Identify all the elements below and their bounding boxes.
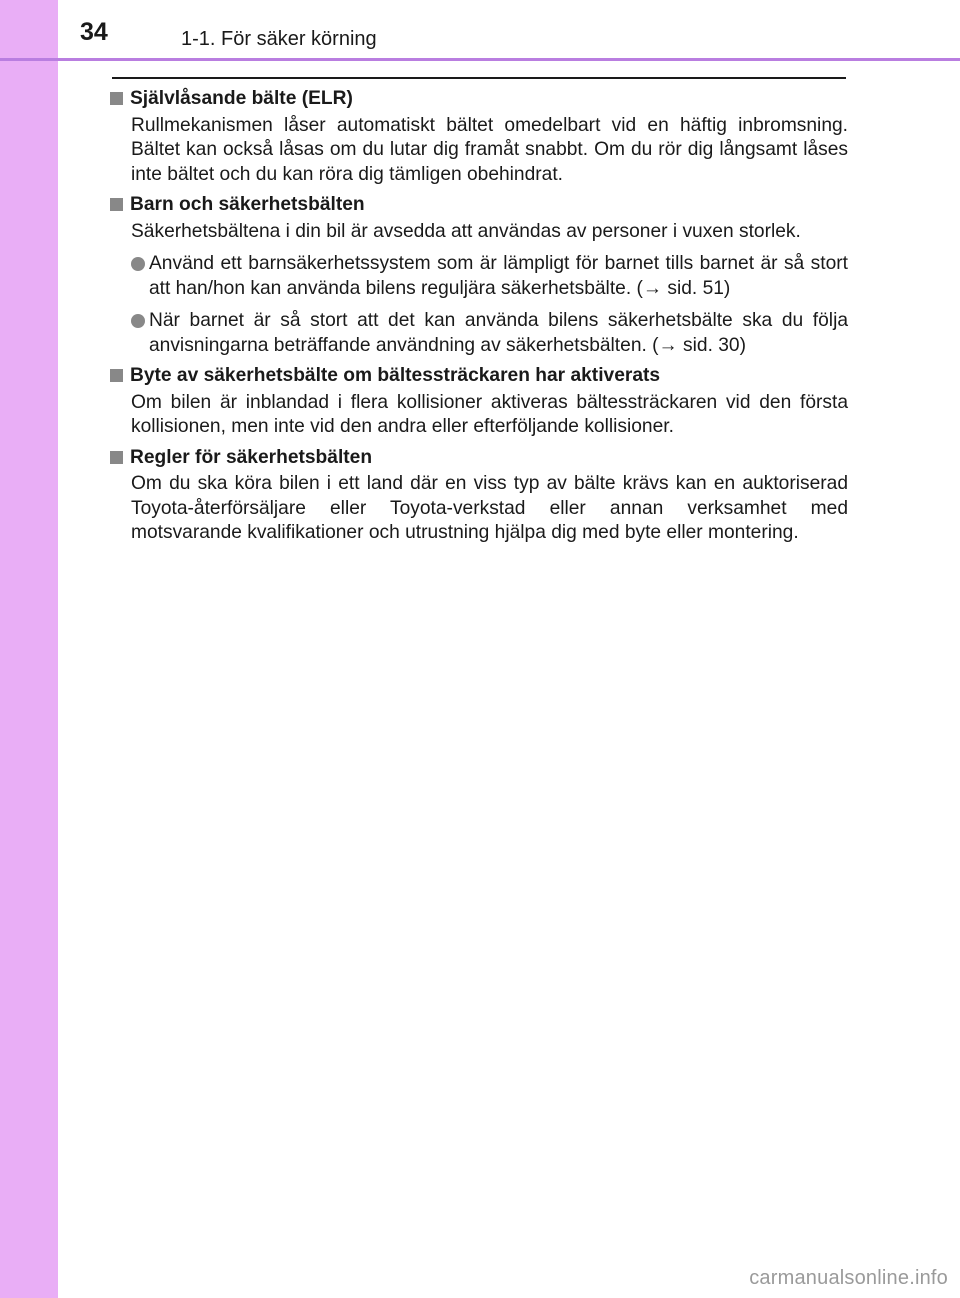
list-item <box>110 252 848 301</box>
page-content <box>110 87 848 552</box>
section-regulations <box>110 446 848 546</box>
section-elr <box>110 87 848 187</box>
section-heading-text: Barn och säkerhetsbälten <box>130 194 365 215</box>
section-pretensioner <box>110 364 848 440</box>
section-heading-text: Självlåsande bälte (ELR) <box>130 88 353 109</box>
section-heading <box>110 193 848 218</box>
square-bullet-icon <box>110 369 123 382</box>
list-item-text: Använd ett barnsäkerhetssystem som är lämpligt för barnet tills barnet är så stort att han/hon kan använda bilens reguljära säkerhetsbälte. (→ sid. 51) <box>149 253 848 299</box>
page-number: 34 <box>80 18 108 46</box>
section-heading <box>110 87 848 112</box>
header-divider <box>0 58 960 61</box>
chapter-title: 1-1. För säker körning <box>181 28 377 50</box>
section-paragraph: Om du ska köra bilen i ett land där en viss typ av bälte krävs kan en auktoriserad Toyota-återförsäljare eller Toyota-verkstad eller annan verksamhet med motsvarande kvalifikationer och utrustning hjälpa dig med byte eller montering. <box>131 473 848 543</box>
section-children <box>110 193 848 358</box>
square-bullet-icon <box>110 451 123 464</box>
section-heading <box>110 364 848 389</box>
square-bullet-icon <box>110 92 123 105</box>
section-heading <box>110 446 848 471</box>
content-divider <box>112 77 846 79</box>
chapter-sidebar <box>0 0 58 1298</box>
circle-bullet-icon <box>131 257 145 271</box>
section-paragraph: Rullmekanismen låser automatiskt bältet omedelbart vid en häftig inbromsning. Bältet kan också låsas om du lutar dig framåt snabbt. Om du rör dig långsamt låses inte bältet och du kan röra dig tämligen obehindrat. <box>131 114 848 185</box>
section-paragraph: Säkerhetsbältena i din bil är avsedda att användas av personer i vuxen storlek. <box>131 220 801 242</box>
circle-bullet-icon <box>131 314 145 328</box>
section-heading-text: Byte av säkerhetsbälte om bältessträckaren har aktiverats <box>130 365 661 386</box>
list-item <box>110 309 848 358</box>
list-item-text: När barnet är så stort att det kan använda bilens säkerhetsbälte ska du följa anvisningarna beträffande användning av säkerhetsbälten. (→ sid. 30) <box>149 310 848 356</box>
section-paragraph: Om bilen är inblandad i flera kollisioner aktiveras bältessträckaren vid den första kollisionen, men inte vid den andra eller efterföljande kollisioner. <box>131 391 848 437</box>
square-bullet-icon <box>110 198 123 211</box>
section-heading-text: Regler för säkerhetsbälten <box>130 446 373 468</box>
watermark-link[interactable]: carmanualsonline.info <box>749 1267 948 1289</box>
